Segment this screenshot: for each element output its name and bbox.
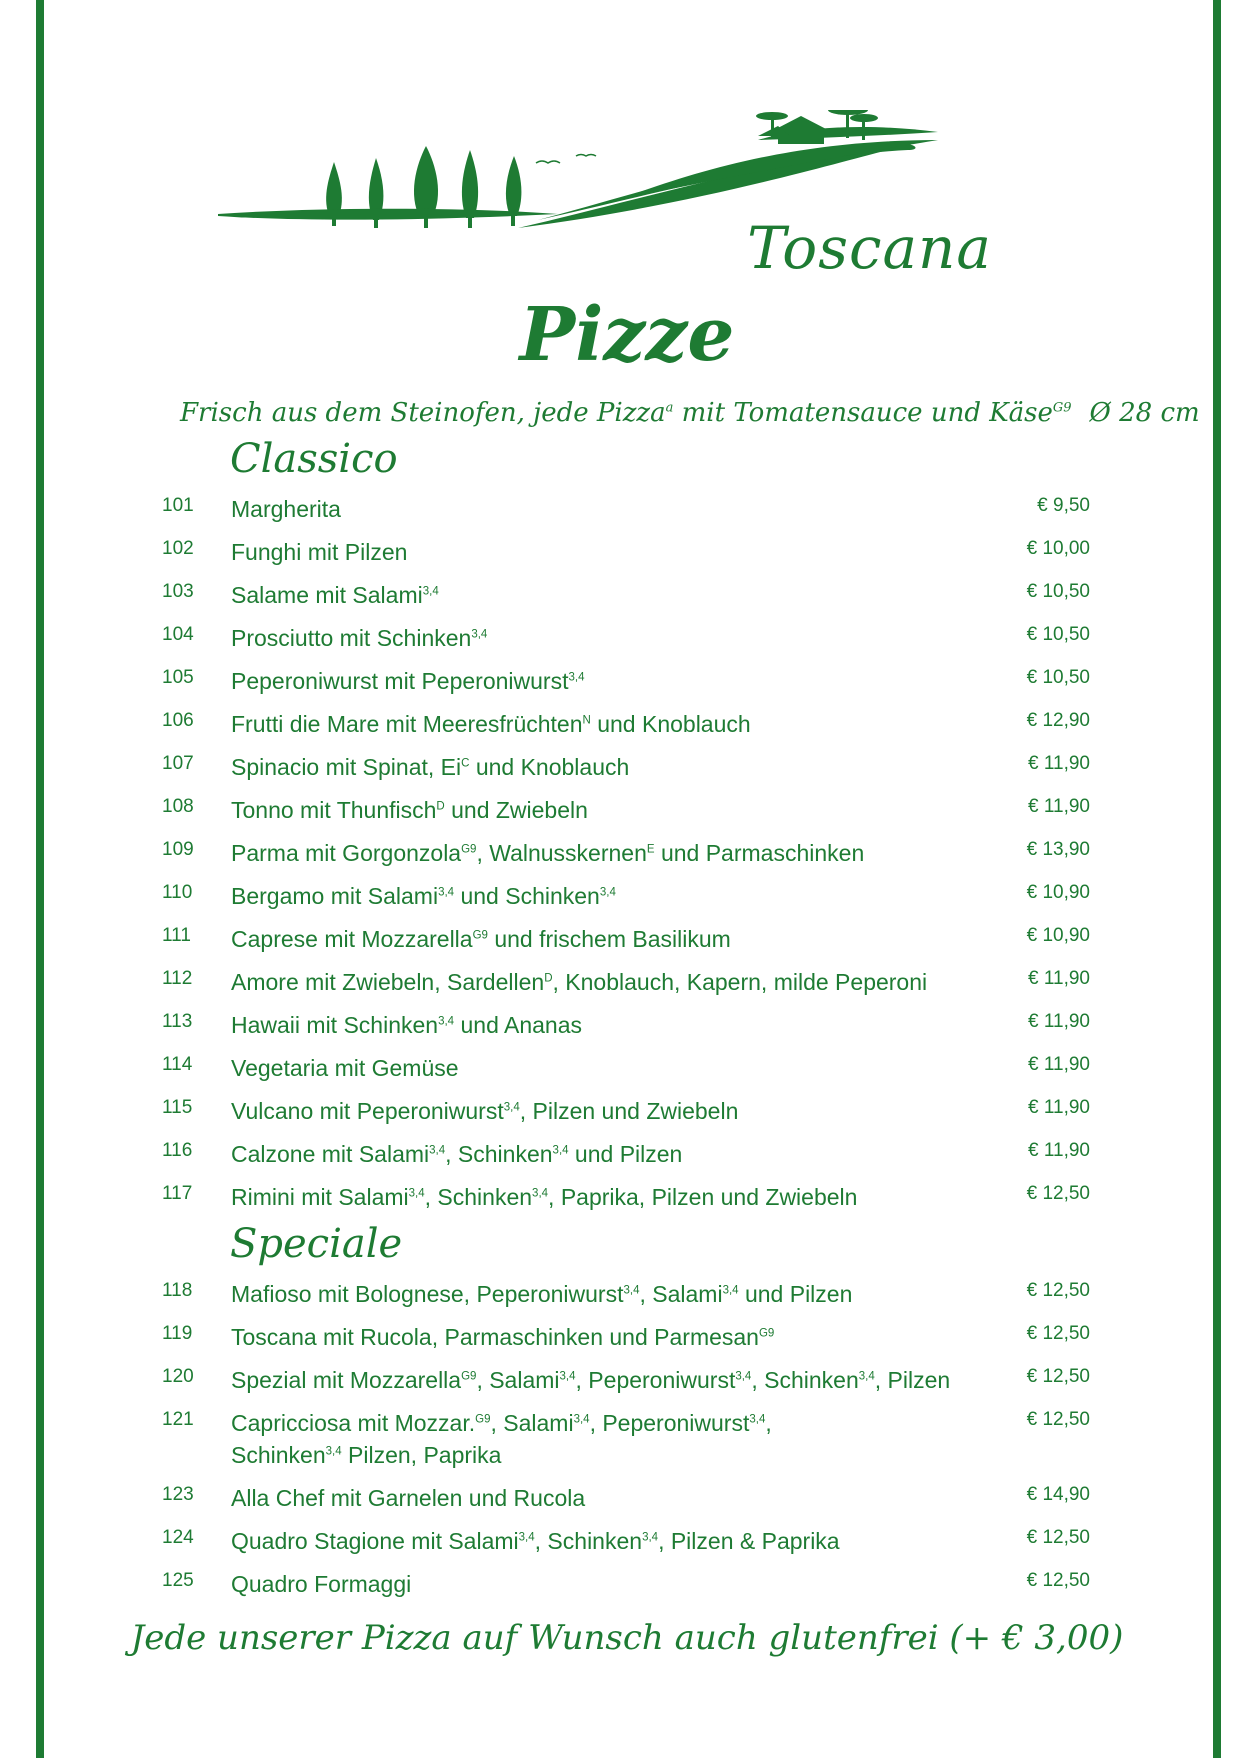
item-text: , Pilzen & Paprika bbox=[658, 1528, 840, 1554]
allergen-code: C bbox=[461, 757, 470, 770]
item-number: 108 bbox=[162, 796, 194, 817]
item-text: Amore mit Zwiebeln, Sardellen bbox=[231, 969, 545, 995]
glutenfree-note: Jede unserer Pizza auf Wunsch auch glutenfrei (+ € 3,00) bbox=[130, 1618, 1124, 1658]
item-price: € 10,90 bbox=[1026, 882, 1090, 903]
allergen-code: 3,4 bbox=[503, 1101, 520, 1114]
allergen-code: 3,4 bbox=[749, 1413, 766, 1426]
item-text: Spinacio mit Spinat, Ei bbox=[231, 754, 462, 780]
item-price: € 9,50 bbox=[1037, 495, 1090, 516]
item-price: € 10,50 bbox=[1026, 624, 1090, 645]
item-text: Capricciosa mit Mozzar. bbox=[231, 1410, 476, 1436]
item-text: und frischem Basilikum bbox=[487, 926, 731, 952]
item-price: € 11,90 bbox=[1028, 1054, 1090, 1075]
item-text: , Walnusskernen bbox=[476, 840, 647, 866]
item-text: Vegetaria mit Gemüse bbox=[231, 1055, 459, 1081]
item-text: Toscana mit Rucola, Parmaschinken und Parmesan bbox=[231, 1324, 759, 1350]
item-price: € 12,50 bbox=[1026, 1527, 1090, 1548]
menu-subtitle bbox=[180, 398, 1200, 428]
item-number: 104 bbox=[162, 624, 194, 645]
item-text: , Schinken bbox=[445, 1141, 553, 1167]
item-description bbox=[231, 708, 991, 740]
item-description bbox=[231, 1525, 991, 1557]
item-text: , Pilzen bbox=[874, 1367, 951, 1393]
item-description bbox=[231, 837, 991, 869]
item-number: 115 bbox=[162, 1097, 193, 1118]
item-description bbox=[231, 1321, 991, 1353]
item-text: Alla Chef mit Garnelen und Rucola bbox=[231, 1485, 586, 1511]
subtitle-text-a: Frisch aus dem Steinofen, jede Pizza bbox=[180, 398, 666, 428]
item-text: Rimini mit Salami bbox=[231, 1184, 409, 1210]
item-number: 117 bbox=[162, 1183, 193, 1204]
item-text: Mafioso mit Bolognese, Peperoniwurst bbox=[231, 1281, 624, 1307]
item-price: € 11,90 bbox=[1028, 796, 1090, 817]
item-number: 101 bbox=[162, 495, 194, 516]
allergen-code: 3,4 bbox=[623, 1284, 640, 1297]
item-price: € 10,00 bbox=[1026, 538, 1090, 559]
allergen-code: 3,4 bbox=[642, 1531, 659, 1544]
item-text: und Zwiebeln bbox=[444, 797, 588, 823]
item-number: 102 bbox=[162, 538, 194, 559]
allergen-code: G9 bbox=[758, 1327, 775, 1340]
allergen-code: 3,4 bbox=[552, 1144, 569, 1157]
item-description bbox=[231, 880, 991, 912]
item-price: € 11,90 bbox=[1028, 1011, 1090, 1032]
item-price: € 10,90 bbox=[1026, 925, 1090, 946]
item-price: € 11,90 bbox=[1028, 753, 1090, 774]
item-text: und Parmaschinken bbox=[654, 840, 865, 866]
item-description bbox=[231, 1482, 991, 1514]
item-description bbox=[231, 493, 991, 525]
allergen-code: 3,4 bbox=[325, 1445, 342, 1458]
allergen-code: G9 bbox=[475, 1413, 491, 1426]
item-description bbox=[231, 794, 991, 826]
item-price: € 11,90 bbox=[1028, 1140, 1090, 1161]
allergen-code: 3,4 bbox=[735, 1370, 752, 1383]
item-text: Pilzen, Paprika bbox=[341, 1442, 502, 1468]
allergen-code: G9 bbox=[472, 929, 488, 942]
item-description bbox=[231, 622, 991, 654]
item-price: € 11,90 bbox=[1028, 1097, 1090, 1118]
allergen-code: D bbox=[436, 800, 445, 813]
item-text: und Pilzen bbox=[568, 1141, 683, 1167]
item-text: , bbox=[765, 1410, 772, 1436]
item-text: Quadro Stagione mit Salami bbox=[231, 1528, 519, 1554]
allergen-code: 3,4 bbox=[408, 1187, 425, 1200]
item-description bbox=[231, 536, 991, 568]
item-text: Bergamo mit Salami bbox=[231, 883, 439, 909]
item-number: 124 bbox=[162, 1527, 194, 1548]
allergen-code: G9 bbox=[461, 843, 477, 856]
item-price: € 10,50 bbox=[1026, 667, 1090, 688]
item-number: 119 bbox=[162, 1323, 193, 1344]
item-text: Caprese mit Mozzarella bbox=[231, 926, 473, 952]
allergen-code: 3,4 bbox=[422, 585, 439, 598]
item-price: € 12,50 bbox=[1026, 1409, 1090, 1430]
item-text: , Peperoniwurst bbox=[575, 1367, 736, 1393]
item-number: 106 bbox=[162, 710, 194, 731]
item-text: , Schinken bbox=[751, 1367, 859, 1393]
allergen-code: 3,4 bbox=[599, 886, 616, 899]
item-number: 105 bbox=[162, 667, 194, 688]
item-description bbox=[231, 665, 991, 697]
page-border-left bbox=[36, 0, 44, 1758]
allergen-code: 3,4 bbox=[858, 1370, 875, 1383]
allergen-code: 3,4 bbox=[438, 886, 455, 899]
item-text: Salame mit Salami bbox=[231, 582, 423, 608]
item-text: , Salami bbox=[490, 1410, 574, 1436]
allergen-code: 3,4 bbox=[518, 1531, 535, 1544]
item-number: 120 bbox=[162, 1366, 194, 1387]
item-price: € 10,50 bbox=[1026, 581, 1090, 602]
item-description bbox=[231, 1407, 991, 1471]
item-text: Quadro Formaggi bbox=[231, 1571, 412, 1597]
item-description bbox=[231, 923, 991, 955]
item-number: 125 bbox=[162, 1570, 194, 1591]
item-text: und Ananas bbox=[454, 1012, 582, 1038]
section-title-speciale: Speciale bbox=[230, 1221, 403, 1267]
item-text: , Schinken bbox=[424, 1184, 533, 1210]
item-text: Prosciutto mit Schinken bbox=[231, 625, 472, 651]
item-price: € 13,90 bbox=[1026, 839, 1090, 860]
item-number: 123 bbox=[162, 1484, 194, 1505]
item-number: 121 bbox=[162, 1409, 194, 1430]
item-text: und Knoblauch bbox=[590, 711, 751, 737]
item-text: und Schinken bbox=[454, 883, 600, 909]
item-price: € 12,50 bbox=[1026, 1280, 1090, 1301]
item-text: Tonno mit Thunfisch bbox=[231, 797, 437, 823]
item-text: , Paprika, Pilzen und Zwiebeln bbox=[548, 1184, 858, 1210]
item-price: € 12,50 bbox=[1026, 1183, 1090, 1204]
item-description bbox=[231, 579, 991, 611]
item-text: Vulcano mit Peperoniwurst bbox=[231, 1098, 504, 1124]
section-title-classico: Classico bbox=[230, 436, 398, 482]
item-price: € 12,50 bbox=[1026, 1366, 1090, 1387]
item-number: 111 bbox=[162, 925, 191, 946]
item-text: Calzone mit Salami bbox=[231, 1141, 430, 1167]
item-text: Hawaii mit Schinken bbox=[231, 1012, 439, 1038]
item-text: , Schinken bbox=[534, 1528, 643, 1554]
allergen-code: 3,4 bbox=[532, 1187, 549, 1200]
item-text: Parma mit Gorgonzola bbox=[231, 840, 462, 866]
subtitle-sup-a: a bbox=[665, 400, 674, 416]
allergen-code: G9 bbox=[461, 1370, 477, 1383]
item-text: Frutti die Mare mit Meeresfrüchten bbox=[231, 711, 583, 737]
item-description bbox=[231, 1364, 991, 1396]
item-text: Spezial mit Mozzarella bbox=[231, 1367, 462, 1393]
allergen-code: 3,4 bbox=[559, 1370, 576, 1383]
item-text: Peperoniwurst mit Peperoniwurst bbox=[231, 668, 569, 694]
item-text: und Knoblauch bbox=[469, 754, 630, 780]
allergen-code: E bbox=[646, 843, 655, 856]
item-price: € 11,90 bbox=[1028, 968, 1090, 989]
item-text: , Peperoniwurst bbox=[589, 1410, 750, 1436]
item-text: , Pilzen und Zwiebeln bbox=[519, 1098, 739, 1124]
allergen-code: N bbox=[582, 714, 591, 727]
pizza-size: Ø 28 cm bbox=[1089, 398, 1200, 428]
item-number: 109 bbox=[162, 839, 194, 860]
restaurant-name: Toscana bbox=[747, 214, 992, 282]
item-text: und Pilzen bbox=[738, 1281, 853, 1307]
item-description bbox=[231, 1052, 991, 1084]
item-price: € 12,50 bbox=[1026, 1570, 1090, 1591]
item-price: € 14,90 bbox=[1026, 1484, 1090, 1505]
item-description bbox=[231, 1009, 991, 1041]
item-text: , Salami bbox=[476, 1367, 560, 1393]
item-number: 113 bbox=[162, 1011, 193, 1032]
item-text: , Knoblauch, Kapern, milde Peperoni bbox=[552, 969, 928, 995]
item-description bbox=[231, 1568, 991, 1600]
item-description bbox=[231, 966, 991, 998]
allergen-code: D bbox=[544, 972, 553, 985]
item-number: 107 bbox=[162, 753, 194, 774]
allergen-code: 3,4 bbox=[722, 1284, 739, 1297]
item-price: € 12,50 bbox=[1026, 1323, 1090, 1344]
page-title: Pizze bbox=[519, 292, 735, 378]
item-text: Schinken bbox=[231, 1442, 326, 1468]
item-description bbox=[231, 1278, 991, 1310]
item-number: 103 bbox=[162, 581, 194, 602]
subtitle-text-b: mit Tomatensauce und Käse bbox=[673, 398, 1053, 428]
subtitle-sup-b: G9 bbox=[1052, 400, 1072, 416]
item-number: 118 bbox=[162, 1280, 193, 1301]
item-price: € 12,90 bbox=[1026, 710, 1090, 731]
allergen-code: 3,4 bbox=[568, 671, 585, 684]
item-number: 110 bbox=[162, 882, 193, 903]
item-description bbox=[231, 1181, 991, 1213]
item-number: 116 bbox=[162, 1140, 193, 1161]
item-number: 112 bbox=[162, 968, 193, 989]
allergen-code: 3,4 bbox=[471, 628, 488, 641]
item-text: Funghi mit Pilzen bbox=[231, 539, 408, 565]
item-text: Margherita bbox=[231, 496, 341, 522]
allergen-code: 3,4 bbox=[429, 1144, 446, 1157]
item-number: 114 bbox=[162, 1054, 193, 1075]
allergen-code: 3,4 bbox=[573, 1413, 590, 1426]
item-text: , Salami bbox=[639, 1281, 723, 1307]
item-description bbox=[231, 1095, 991, 1127]
allergen-code: 3,4 bbox=[438, 1015, 455, 1028]
page-border-right bbox=[1213, 0, 1221, 1758]
item-description bbox=[231, 1138, 991, 1170]
item-description bbox=[231, 751, 991, 783]
